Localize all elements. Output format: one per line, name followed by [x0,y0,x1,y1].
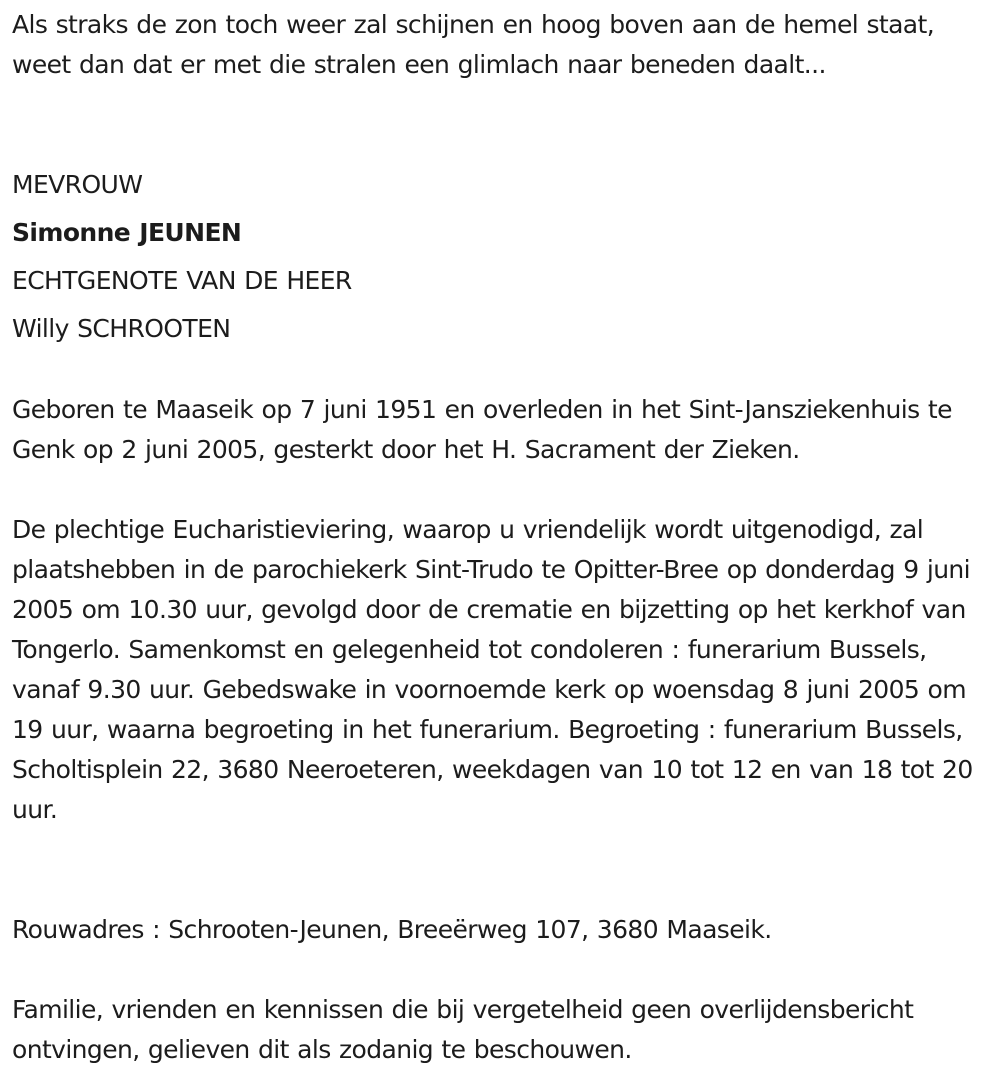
spouse-name: Willy SCHROOTEN [12,314,231,343]
ceremony-paragraph: De plechtige Eucharistieviering, waarop u vriendelijk wordt uitgenodigd, zal plaatshebben in de parochiekerk Sint-Trudo te Opitter-Bree op donderdag 9 juni 2005 om 10.30 uur, gevolgd door de crematie en bijzetting op het kerkhof van Tongerlo. Samenkomst en gelegenheid tot condoleren : funerarium Bussels, vanaf 9.30 uur. Gebedswake in voornoemde kerk op woensdag 8 juni 2005 om 19 uur, waarna begroeting in het funerarium. Begroeting : funerarium Bussels, Scholtisplein 22, 3680 Neeroeteren, weekdagen van 10 tot 12 en van 18 tot 20 uur. [12,515,973,824]
spouse-title: ECHTGENOTE VAN DE HEER [12,266,352,295]
birth-death-paragraph: Geboren te Maaseik op 7 juni 1951 en overleden in het Sint-Jansziekenhuis te Genk op 2 juni 2005, gesterkt door het H. Sacrament der Zieken. [12,395,952,464]
mourning-address: Rouwadres : Schrooten-Jeunen, Breeërweg 107, 3680 Maaseik. [12,915,772,944]
opening-poem: Als straks de zon toch weer zal schijnen en hoog boven aan de hemel staat, weet dan dat er met die stralen een glimlach naar beneden daalt... [12,10,935,79]
deceased-name: Simonne JEUNEN [12,218,242,247]
deceased-title: MEVROUW [12,170,143,199]
closing-notice: Familie, vrienden en kennissen die bij vergetelheid geen overlijdensbericht ontvingen, gelieven dit als zodanig te beschouwen. [12,995,914,1064]
